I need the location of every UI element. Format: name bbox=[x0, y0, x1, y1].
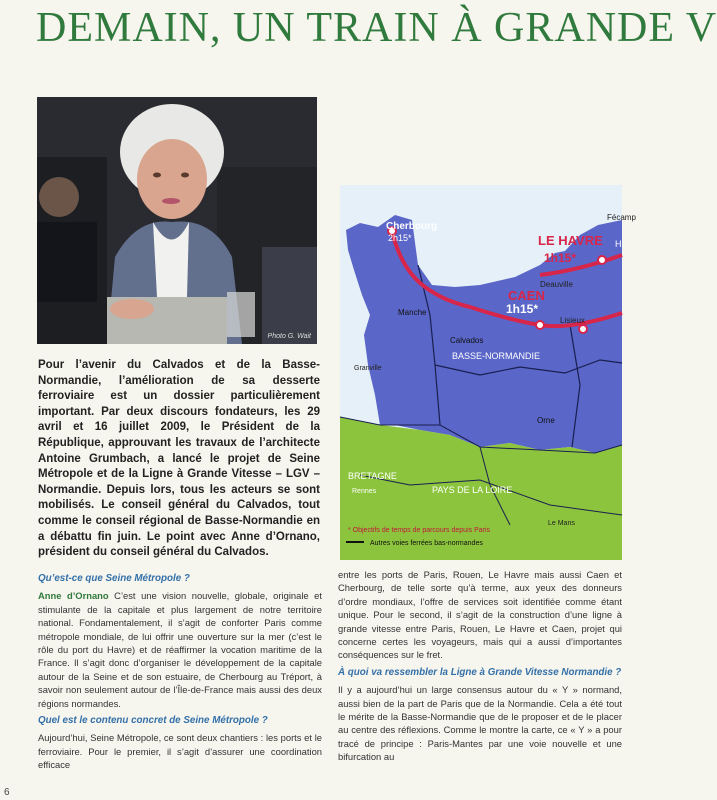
question-3: À quoi va ressembler la Ligne à Grande Vitesse Normandie ? bbox=[338, 666, 622, 678]
speaker-name: Anne d’Ornano bbox=[38, 590, 109, 602]
page-title: DEMAIN, UN TRAIN À GRANDE V bbox=[36, 5, 717, 51]
map-label-deauville: Deauville bbox=[540, 280, 573, 289]
map-label-basse-normandie: BASSE-NORMANDIE bbox=[452, 351, 541, 361]
page-number: 6 bbox=[4, 787, 10, 798]
map-label-rennes: Rennes bbox=[352, 488, 377, 495]
map-label-granville: Granville bbox=[354, 365, 382, 372]
map-label-lisieux: Lisieux bbox=[560, 316, 585, 325]
answer-2: Aujourd’hui, Seine Métropole, ce sont deux chantiers : les ports et le ferroviaire. Pour le premier, il s’agit d’assurer une coordination efficace bbox=[38, 732, 322, 771]
map-label-pays-de-la-loire: PAYS DE LA LOIRE bbox=[432, 485, 513, 495]
map-label-orne: Orne bbox=[537, 416, 555, 425]
photo-credit: Photo G. Wait bbox=[267, 333, 311, 340]
map-label-bretagne: BRETAGNE bbox=[348, 471, 397, 481]
article-column-1 bbox=[38, 568, 322, 772]
answer-3: Il y a aujourd’hui un large consensus autour du « Y » normand, aussi bien de la part de Paris que de la Normandie. Cela a été tout le mérite de la Basse-Normandie que de le proposer et de le placer au centre des réflexions. Comme le montre la carte, ce « Y » a pour tracé de principe : Paris-Mantes par une voie nouvelle et une bifurcation au bbox=[338, 684, 622, 763]
question-2: Quel est le contenu concret de Seine Métropole ? bbox=[38, 715, 268, 727]
portrait-illustration bbox=[37, 97, 317, 344]
map-label-manche: Manche bbox=[398, 308, 427, 317]
map-label-le-havre: LE HAVRE bbox=[538, 233, 603, 248]
map-label-fecamp: Fécamp bbox=[607, 213, 636, 222]
question-1: Qu’est-ce que Seine Métropole ? bbox=[38, 573, 190, 584]
normandy-map bbox=[340, 185, 636, 560]
answer-1-text: C’est une vision nouvelle, globale, originale et stimulante de la capitale et plus largement de notre territoire national. Fondamentalement, il s’agit de conforter Paris comme métropole mondiale, de lui offrir une ouverture sur la mer (c’est le rôle du port du Havre) et de réaffirmer la vocation maritime de la France. Il s’agit donc d’organiser le développement de la capitale autour de la Seine et de son estuaire, de Cherbourg au Tréport, à savoir non seulement autour de l’Île-de-France mais aussi des deux régions normandes. bbox=[38, 590, 322, 709]
map-label-cherbourg: Cherbourg bbox=[386, 221, 438, 232]
map-label-cherbourg-time: 2h15* bbox=[388, 233, 412, 243]
map-label-le-mans: Le Mans bbox=[548, 520, 575, 527]
map-legend-other-lines: Autres voies ferrées bas-normandes bbox=[370, 540, 483, 547]
portrait-photo bbox=[37, 97, 317, 344]
map-label-caen: CAEN bbox=[508, 288, 545, 303]
map-legend-objectives: * Objectifs de temps de parcours depuis Paris bbox=[348, 527, 491, 534]
intro-paragraph bbox=[38, 358, 320, 561]
answer-1 bbox=[38, 589, 322, 710]
article-column-2 bbox=[338, 568, 622, 764]
map-label-le-havre-time: 1h15* bbox=[544, 251, 577, 265]
answer-2-continued: entre les ports de Paris, Rouen, Le Havre mais aussi Caen et Cherbourg, de telle sorte qu’à terme, aux yeux des donneurs d’ordre mondiaux, l’offre de services soit identifiée comme étant unique. Pour le second, il s’agit de la construction d’une ligne à grande vitesse entre Paris, Rouen, Le Havre et Caen, projet qui concerne certes les voyageurs, mais qui a aussi d’importantes conséquences sur le fret. bbox=[338, 569, 622, 661]
map-label-h: H bbox=[615, 239, 622, 249]
map-label-caen-time: 1h15* bbox=[506, 302, 539, 316]
map-label-calvados: Calvados bbox=[450, 336, 484, 345]
intro-text: Pour l’avenir du Calvados et de la Basse-Normandie, l’amélioration de sa desserte ferroviaire est un dossier particulièrement important. Par deux discours fondateurs, les 29 avril et 16 juillet 2009, le Président de la République, approuvant les travaux de l’architecte Antoine Grumbach, a lancé le projet de Seine Métropole et de la Ligne à Grande Vitesse – LGV – Normandie. Depuis lors, tous les acteurs se sont mobilisés. Le conseil général du Calvados, tout comme le conseil régional de Basse-Normandie en a débattu fin juin. Le point avec Anne d’Ornano, président du conseil général du Calvados. bbox=[38, 359, 320, 559]
